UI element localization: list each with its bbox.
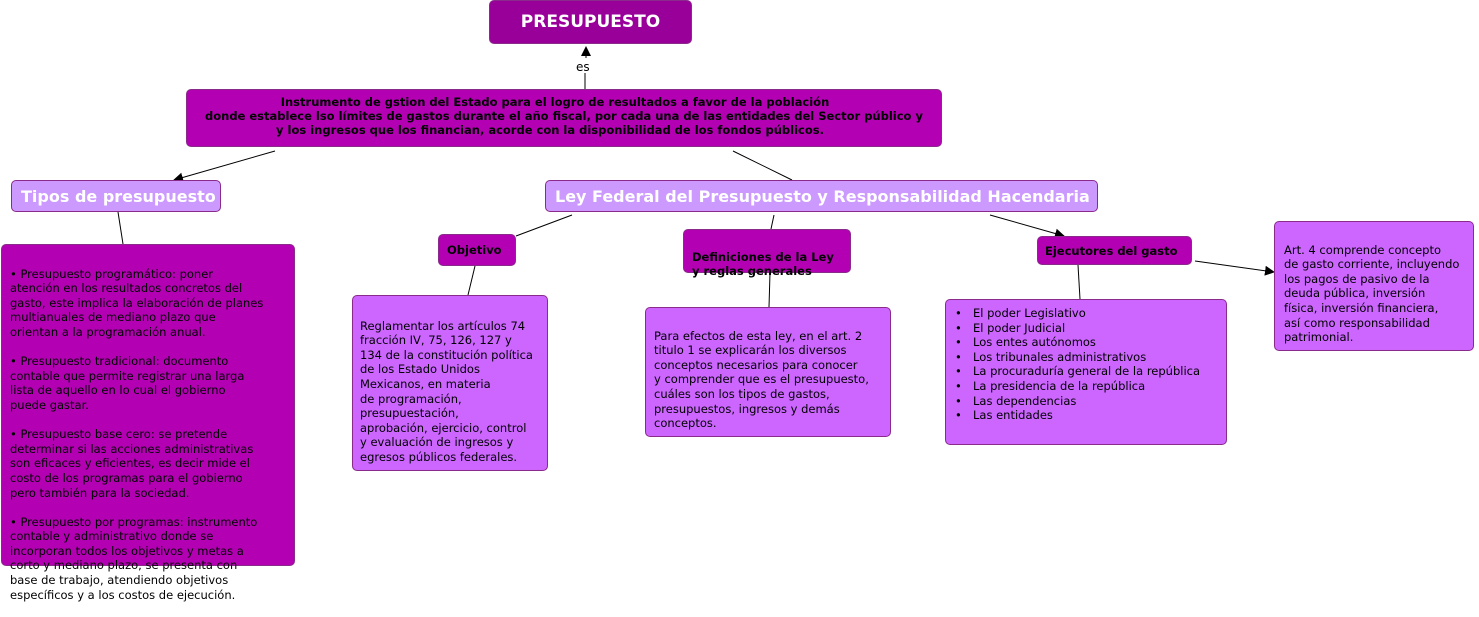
link-ejecutores-art4 [1195, 261, 1274, 272]
node-definiciones-text[interactable] [645, 307, 891, 437]
node-definition[interactable] [186, 89, 942, 147]
link-ejecutores-list [1078, 265, 1080, 299]
node-ejecutores-list[interactable] [945, 299, 1227, 445]
list-item: • Las dependencias [950, 394, 1222, 409]
tipo-item-base-cero: • Presupuesto base cero: se pretende determinar si las acciones administrativas son eficaces y eficientes, es decir mide el costo de los programas para el gobierno pero también para la sociedad. [10, 427, 254, 500]
list-item: • Los entes autónomos [950, 335, 1222, 350]
ejecutores-list [950, 306, 1222, 423]
list-item: • El poder Judicial [950, 321, 1222, 336]
node-objetivo-text[interactable] [352, 295, 548, 471]
link-ley-objetivo [516, 215, 572, 236]
node-tipos-heading[interactable] [11, 180, 221, 212]
title-text: PRESUPUESTO [520, 12, 661, 32]
tipos-heading-text: Tipos de presupuesto [21, 186, 216, 206]
link-label-es: es [576, 60, 590, 74]
definition-line-3: y los ingresos que los financian, acorde con la disponibilidad de los fondos públicos. [276, 123, 824, 137]
objetivo-label-text: Objetivo [447, 243, 502, 257]
node-tipos-list[interactable] [1, 244, 295, 602]
link-tipos-list [118, 212, 123, 244]
list-item: • Los tribunales administrativos [950, 350, 1222, 365]
node-ley-heading[interactable] [545, 180, 1098, 212]
definiciones-text: Para efectos de esta ley, en el art. 2 titulo 1 se explicarán los diversos conceptos necesarios para conocer y comprender que es el presupuesto, cuáles son los tipos de gastos, presupuestos, ingresos y demás conceptos. [654, 328, 869, 431]
link-definiciones-text [769, 273, 770, 307]
node-ejecutores-label[interactable] [1037, 236, 1192, 265]
ley-heading-text: Ley Federal del Presupuesto y Responsabilidad Hacendaria [555, 186, 1090, 206]
tipo-item-por-programas: • Presupuesto por programas: instrumento contable y administrativo donde se incorporan todos los objetivos y metas a corto y mediano plazo, se presenta con base de trabajo, atendiendo objetivos específicos y a los costos de ejecución. [10, 514, 258, 602]
node-definiciones-label[interactable] [683, 229, 851, 278]
node-art4[interactable] [1274, 221, 1474, 351]
tipo-item-programatico: • Presupuesto programático: poner atención en los resultados concretos del gasto, este implica la elaboración de planes multianuales de mediano plazo que orientan a la programación anual. [10, 266, 264, 339]
link-def-ley [733, 151, 792, 180]
link-ley-definiciones [771, 215, 774, 229]
list-item: • El poder Legislativo [950, 306, 1222, 321]
link-def-tipos [174, 151, 275, 180]
definiciones-label-text: Definiciones de la Ley y reglas generales [692, 250, 834, 278]
art4-text: Art. 4 comprende concepto de gasto corriente, incluyendo los pagos de pasivo de la deuda pública, inversión física, inversión financiera, así como responsabilidad patrimonial. [1284, 242, 1460, 345]
ejecutores-label-text: Ejecutores del gasto [1045, 243, 1178, 258]
tipo-item-tradicional: • Presupuesto tradicional: documento contable que permite registrar una larga lista de aquello en lo cual el gobierno puede gastar. [10, 354, 245, 412]
list-item: • Las entidades [950, 408, 1222, 423]
link-objetivo-text [468, 266, 475, 295]
node-objetivo-label[interactable] [438, 234, 516, 266]
list-item: • La procuraduría general de la república [950, 364, 1222, 379]
link-ley-ejecutores [990, 215, 1064, 236]
list-item: • La presidencia de la república [950, 379, 1222, 394]
objetivo-text: Reglamentar los artículos 74 fracción IV, 75, 126, 127 y 134 de la constitución política de los Estado Unidos Mexicanos, en materia de programación, presupuestación, aprobación, ejercicio, control y evaluación de ingresos y egresos públicos federales. [360, 318, 533, 464]
node-presupuesto-title[interactable] [489, 0, 692, 44]
definition-line-2: donde establece lso límites de gastos durante el año fiscal, por cada una de las entidades del Sector público y [205, 109, 923, 123]
definition-line-1: Instrumento de gstion del Estado para el logro de resultados a favor de la población [280, 95, 830, 109]
